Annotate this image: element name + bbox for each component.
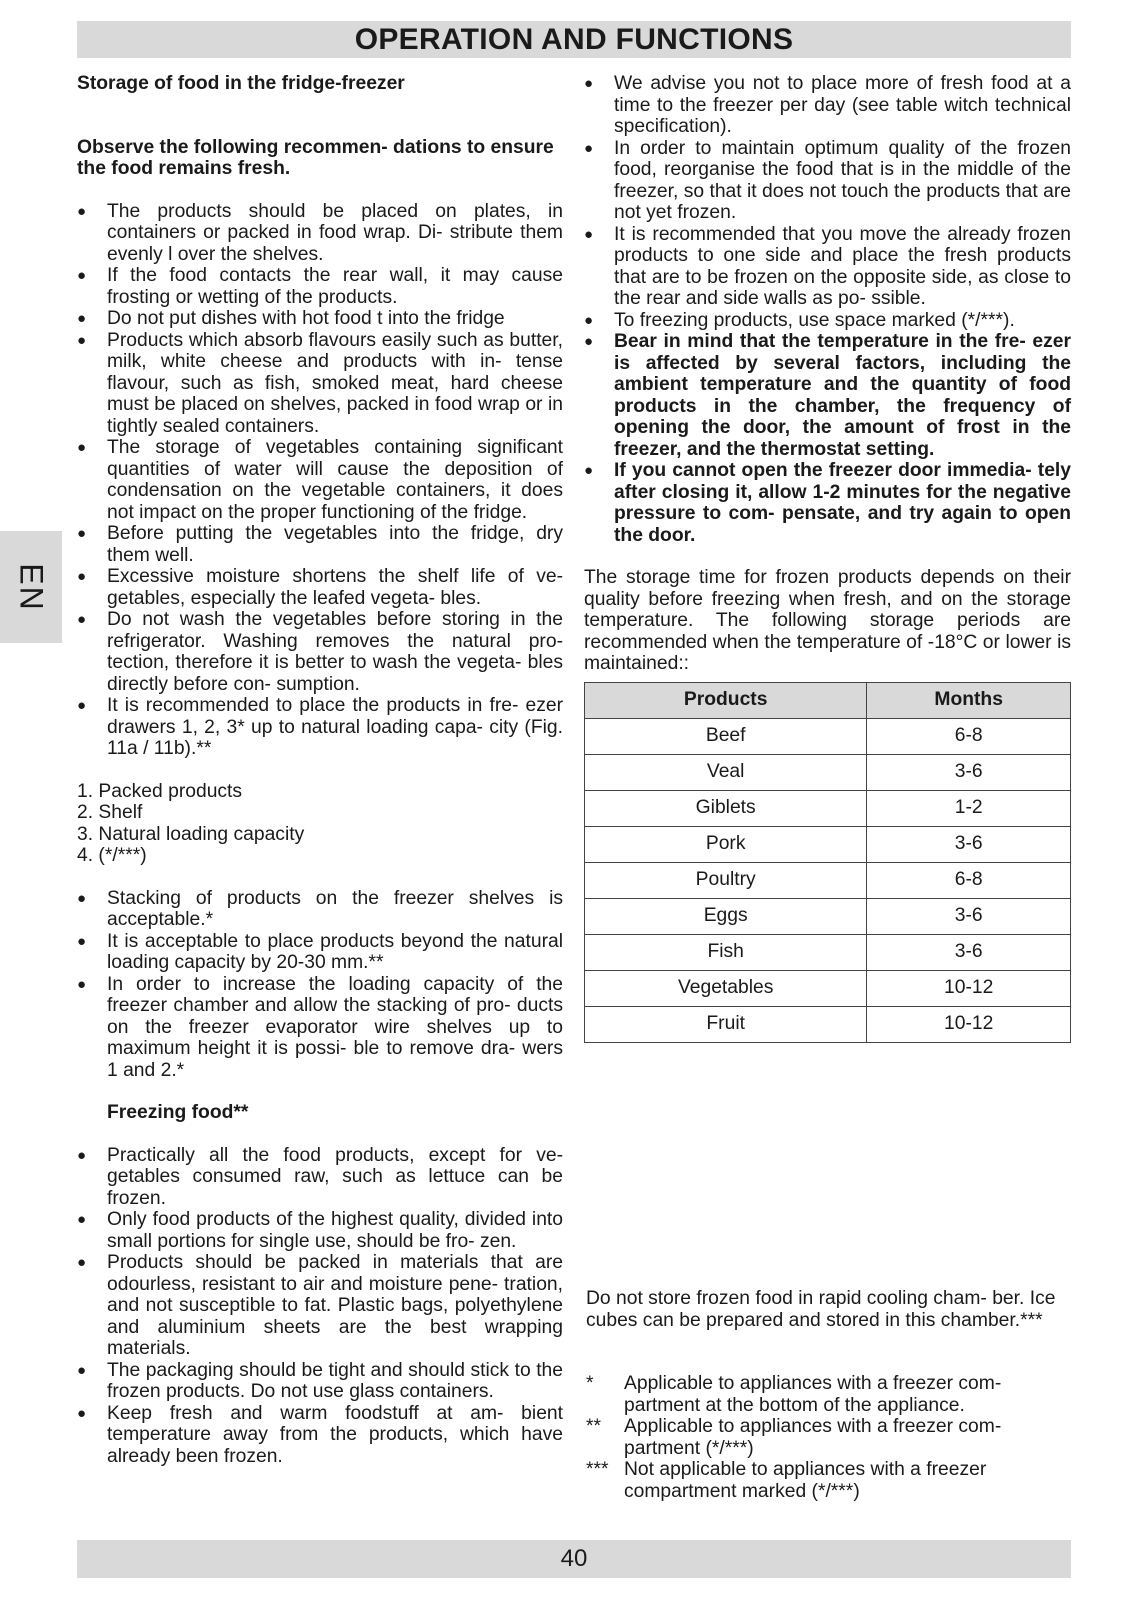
observe-heading: Observe the following recommen- dations to ensure the food remains fresh.	[77, 136, 554, 179]
list-item: ● Do not wash the vegetables before storing in the refrigerator. Washing removes the natural pro- tection, therefore it is better to wash the vegeta- bles directly before con- sumption.	[77, 609, 563, 695]
column-header-months: Months	[867, 682, 1071, 718]
figure-legend	[77, 781, 563, 867]
months-cell: 6-8	[867, 862, 1071, 898]
list-item: ● To freezing products, use space marked (*/***).	[584, 310, 1071, 332]
table-header-row	[585, 682, 1071, 718]
storage-paragraph: The storage time for frozen products depends on their quality before freezing when fresh, and on the storage temperature. The following storage periods are recommended when the temperature of -18°C or lower is maintained::	[584, 567, 1071, 674]
recommendations-list	[77, 201, 563, 760]
list-item: ● Excessive moisture shortens the shelf life of ve- getables, especially the leafed vegeta- bles.	[77, 566, 563, 609]
table-row	[585, 1006, 1071, 1042]
list-item: ● If the food contacts the rear wall, it may cause frosting or wetting of the products.	[77, 265, 563, 308]
months-cell: 6-8	[867, 718, 1071, 754]
storage-heading: Storage of food in the fridge-freezer	[77, 73, 405, 94]
product-cell: Eggs	[585, 898, 867, 934]
header-bar	[77, 21, 1071, 58]
months-cell: 3-6	[867, 934, 1071, 970]
footnote-text: Not applicable to appliances with a freezer compartment marked (*/***)	[624, 1459, 987, 1502]
list-item: ● Before putting the vegetables into the fridge, dry them well.	[77, 523, 563, 566]
product-cell: Fruit	[585, 1006, 867, 1042]
list-item: ● Do not put dishes with hot food t into the fridge	[77, 308, 563, 330]
list-item: ● Products should be packed in materials that are odourless, resistant to air and moisture pene- tration, and not susceptible to fat. Plastic bags, polyethylene and aluminium sheets are the best wrapping materials.	[77, 1252, 563, 1360]
rapid-cooling-note: Do not store frozen food in rapid cooling cham- ber. Ice cubes can be prepared and stored in this chamber.***	[586, 1288, 1056, 1331]
list-item: ● The storage of vegetables containing significant quantities of water will cause the deposition of condensation on the vegetable containers, it does not impact on the proper functioning of the fridge.	[77, 437, 563, 523]
page-title: OPERATION AND FUNCTIONS	[354, 23, 794, 56]
table-row	[585, 790, 1071, 826]
freezing-list	[77, 1145, 563, 1468]
footnote-text: Applicable to appliances with a freezer com- partment (*/***)	[624, 1416, 1002, 1459]
stacking-list	[77, 888, 563, 1082]
list-item: ● It is recommended that you move the already frozen products to one side and place the fresh products that are to be frozen on the opposite side, as close to the rear and side walls as po- ssible.	[584, 224, 1071, 310]
list-item-bold: ● If you cannot open the freezer door immedia- tely after closing it, allow 1-2 minutes for the negative pressure to com- pensate, and try again to open the door.	[584, 460, 1071, 546]
footnote-text: Applicable to appliances with a freezer com- partment at the bottom of the appliance.	[624, 1373, 1002, 1416]
list-item: ● Practically all the food products, except for ve- getables consumed raw, such as lettuce can be frozen.	[77, 1145, 563, 1210]
table-row	[585, 970, 1071, 1006]
table-row	[585, 718, 1071, 754]
product-cell: Vegetables	[585, 970, 867, 1006]
list-item: ● The packaging should be tight and should stick to the frozen products. Do not use glass containers.	[77, 1360, 563, 1403]
product-cell: Veal	[585, 754, 867, 790]
product-cell: Giblets	[585, 790, 867, 826]
months-cell: 3-6	[867, 754, 1071, 790]
footer-bar	[77, 1540, 1071, 1578]
list-item: ● It is acceptable to place products beyond the natural loading capacity by 20-30 mm.**	[77, 931, 563, 974]
rapid-cooling-note-block	[586, 1288, 1056, 1502]
product-cell: Pork	[585, 826, 867, 862]
language-label: EN	[13, 562, 50, 612]
footnote	[586, 1416, 1056, 1459]
legend-item: 1. Packed products	[77, 780, 243, 802]
footnote-mark: ***	[586, 1459, 609, 1480]
list-item: ● It is recommended to place the products in fre- ezer drawers 1, 2, 3* up to natural loading capa- city (Fig. 11a / 11b).**	[77, 695, 563, 760]
freezing-heading: Freezing food**	[107, 1102, 249, 1123]
language-tab	[0, 531, 62, 643]
footnote-mark: **	[586, 1416, 602, 1437]
footnote-mark: *	[586, 1373, 594, 1394]
list-item: ● In order to maintain optimum quality of the frozen food, reorganise the food that is in the middle of the freezer, so that it does not touch the products that are not yet frozen.	[584, 138, 1071, 224]
product-cell: Poultry	[585, 862, 867, 898]
left-column	[77, 73, 563, 1467]
footnote	[586, 1373, 1056, 1416]
list-item: ● Only food products of the highest quality, divided into small portions for single use, should be fro- zen.	[77, 1209, 563, 1252]
table-row	[585, 826, 1071, 862]
table-row	[585, 862, 1071, 898]
product-cell: Fish	[585, 934, 867, 970]
list-item-bold: ● Bear in mind that the temperature in the fre- ezer is affected by several factors, including the ambient temperature and the quantity of food products in the chamber, the frequency of opening the door, the amount of frost in the freezer, and the thermostat setting.	[584, 331, 1071, 460]
months-cell: 1-2	[867, 790, 1071, 826]
list-item: ● The products should be placed on plates, in containers or packed in food wrap. Di- stribute them evenly l over the shelves.	[77, 201, 563, 266]
table-row	[585, 934, 1071, 970]
list-item: ● Stacking of products on the freezer shelves is acceptable.*	[77, 888, 563, 931]
freezer-advice-list	[584, 73, 1071, 546]
list-item: ● In order to increase the loading capacity of the freezer chamber and allow the stacking of pro- ducts on the freezer evaporator wire shelves up to maximum height it is possi- ble to remove dra- wers 1 and 2.*	[77, 974, 563, 1082]
months-cell: 3-6	[867, 898, 1071, 934]
footnote	[586, 1459, 1056, 1502]
legend-item: 3. Natural loading capacity	[77, 823, 305, 845]
table-row	[585, 898, 1071, 934]
footnotes	[586, 1373, 1056, 1502]
column-header-products: Products	[585, 682, 867, 718]
list-item: ● Products which absorb flavours easily such as butter, milk, white cheese and products with in- tense flavour, such as fish, smoked meat, hard cheese must be placed on shelves, packed in food wrap or in tightly sealed containers.	[77, 330, 563, 438]
months-cell: 10-12	[867, 970, 1071, 1006]
months-cell: 3-6	[867, 826, 1071, 862]
legend-item: 4. (*/***)	[77, 845, 147, 866]
product-cell: Beef	[585, 718, 867, 754]
right-column	[584, 73, 1071, 1043]
list-item: ● We advise you not to place more of fresh food at a time to the freezer per day (see table witch technical specification).	[584, 73, 1071, 138]
months-cell: 10-12	[867, 1006, 1071, 1042]
table-row	[585, 754, 1071, 790]
legend-item: 2. Shelf	[77, 802, 143, 823]
page-number: 40	[560, 1545, 588, 1572]
storage-table	[584, 682, 1071, 1043]
list-item: ● Keep fresh and warm foodstuff at am- bient temperature away from the products, which have already been frozen.	[77, 1403, 563, 1468]
